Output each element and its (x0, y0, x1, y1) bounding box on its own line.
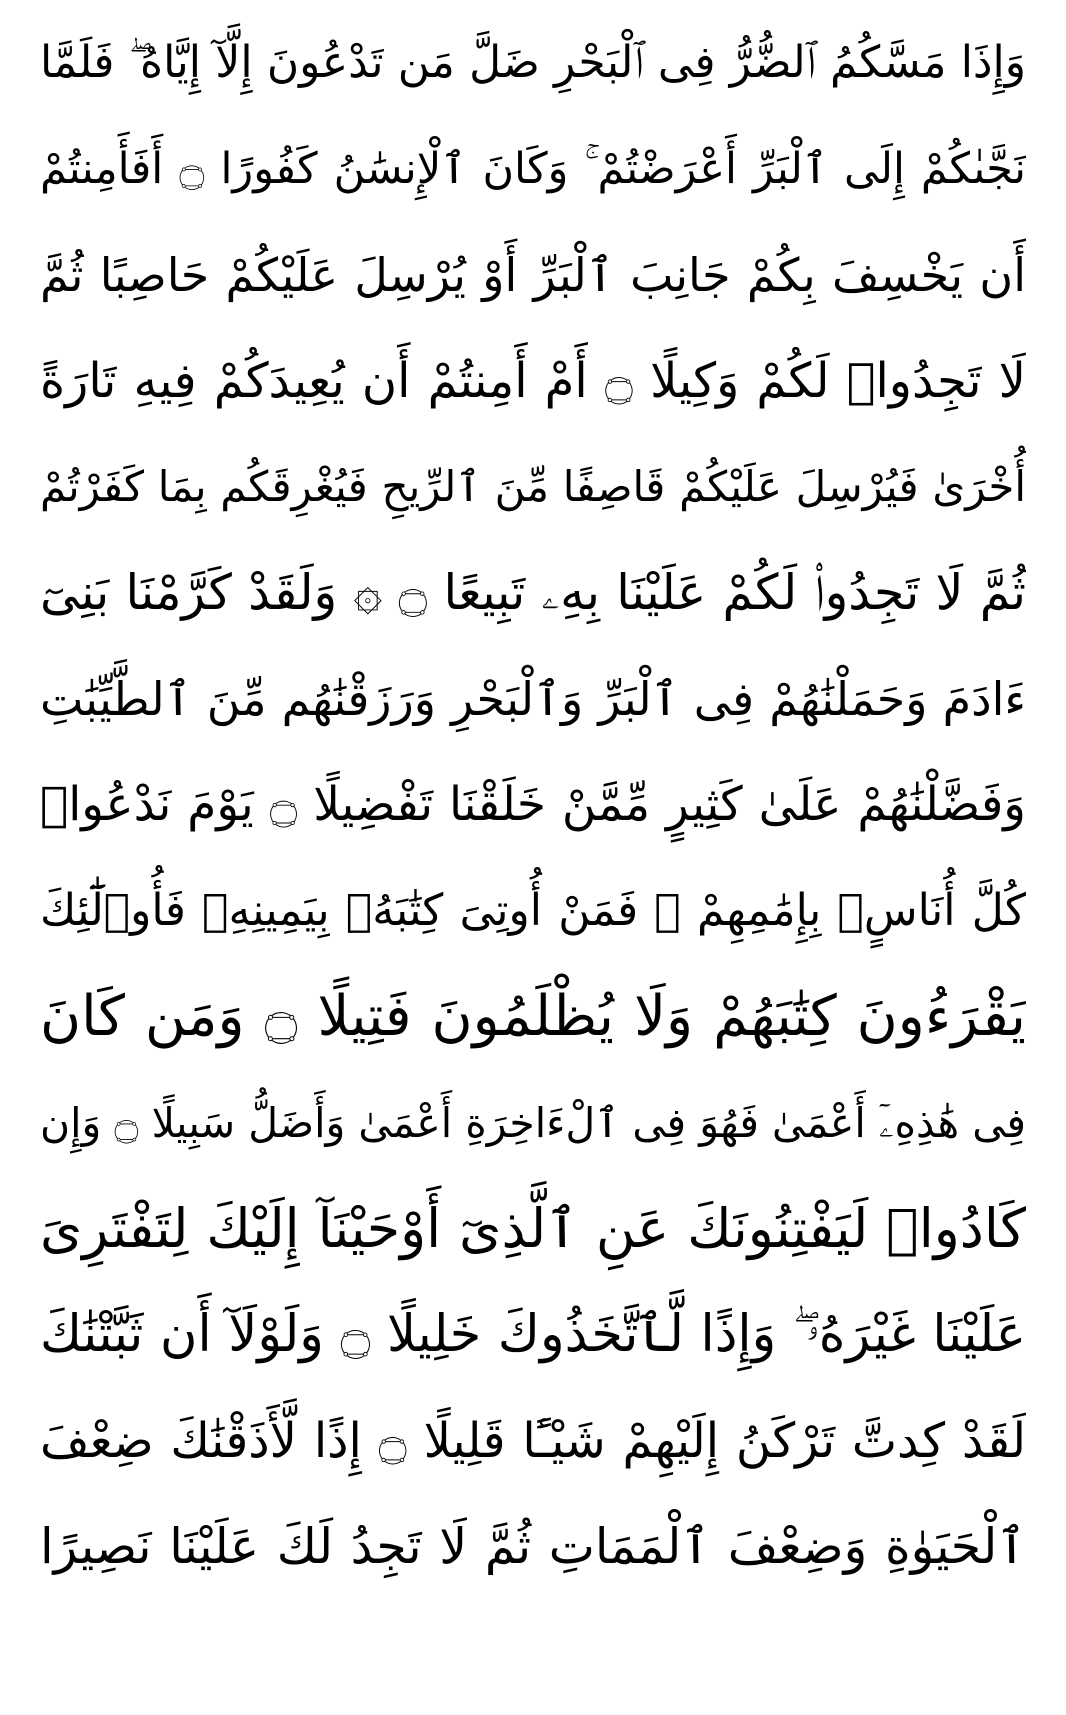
verse-line-2: نَجَّىٰكُمْ إِلَى ٱلْبَرِّ أَعْرَضْتُمْ ۚ وَكَانَ ٱلْإِنسَٰنُ كَفُورًا ۝ أَفَأَمِنتُمْ (40, 144, 1026, 194)
verse-line-1: وَإِذَا مَسَّكُمُ ٱلضُّرُّ فِى ٱلْبَحْرِ ضَلَّ مَن تَدْعُونَ إِلَّآ إِيَّاهُ ۖ فَلَمَّا (40, 37, 1026, 88)
verse-line-14: لَقَدْ كِدتَّ تَرْكَنُ إِلَيْهِمْ شَيْـًٔا قَلِيلًا ۝ إِذًا لَّأَذَقْنَٰكَ ضِعْفَ (40, 1413, 1026, 1469)
verse-line-13: عَلَيْنَا غَيْرَهُۥ ۖ وَإِذًا لَّٱتَّخَذُوكَ خَلِيلًا ۝ وَلَوْلَآ أَن ثَبَّتْنَٰكَ (40, 1305, 1026, 1364)
verse-line-10: يَقْرَءُونَ كِتَٰبَهُمْ وَلَا يُظْلَمُونَ فَتِيلًا ۝ وَمَن كَانَ (40, 984, 1026, 1049)
verse-line-6: ثُمَّ لَا تَجِدُوا۟ لَكُمْ عَلَيْنَا بِهِۦ تَبِيعًا ۝ ۞ وَلَقَدْ كَرَّمْنَا بَنِىٓ (40, 564, 1026, 621)
verse-line-4: لَا تَجِدُوا۟ لَكُمْ وَكِيلًا ۝ أَمْ أَمِنتُمْ أَن يُعِيدَكُمْ فِيهِ تَارَةً (40, 353, 1026, 409)
verse-line-5: أُخْرَىٰ فَيُرْسِلَ عَلَيْكُمْ قَاصِفًا مِّنَ ٱلرِّيحِ فَيُغْرِقَكُم بِمَا كَفَرْتُمْ (40, 462, 1026, 511)
verse-line-9: كُلَّ أُنَاسٍۭ بِإِمَٰمِهِمْ ۖ فَمَنْ أُوتِىَ كِتَٰبَهُۥ بِيَمِينِهِۦ فَأُو۟لَٰٓئِكَ (40, 885, 1026, 936)
verse-line-12: كَادُوا۟ لَيَفْتِنُونَكَ عَنِ ٱلَّذِىٓ أَوْحَيْنَآ إِلَيْكَ لِتَفْتَرِىَ (40, 1197, 1026, 1260)
verse-line-11: فِى هَٰذِهِۦٓ أَعْمَىٰ فَهُوَ فِى ٱلْءَاخِرَةِ أَعْمَىٰ وَأَضَلُّ سَبِيلًا ۝ وَإِن (40, 1099, 1026, 1147)
verse-line-3: أَن يَخْسِفَ بِكُمْ جَانِبَ ٱلْبَرِّ أَوْ يُرْسِلَ عَلَيْكُمْ حَاصِبًا ثُمَّ (40, 248, 1026, 302)
verse-line-15: ٱلْحَيَوٰةِ وَضِعْفَ ٱلْمَمَاتِ ثُمَّ لَا تَجِدُ لَكَ عَلَيْنَا نَصِيرًا (40, 1518, 1026, 1575)
verse-line-8: وَفَضَّلْنَٰهُمْ عَلَىٰ كَثِيرٍ مِّمَّنْ خَلَقْنَا تَفْضِيلًا ۝ يَوْمَ نَدْعُوا۟ (40, 777, 1026, 832)
verse-line-7: ءَادَمَ وَحَمَلْنَٰهُمْ فِى ٱلْبَرِّ وَٱلْبَحْرِ وَرَزَقْنَٰهُم مِّنَ ٱلطَّيِّبَٰتِ (40, 672, 1026, 726)
